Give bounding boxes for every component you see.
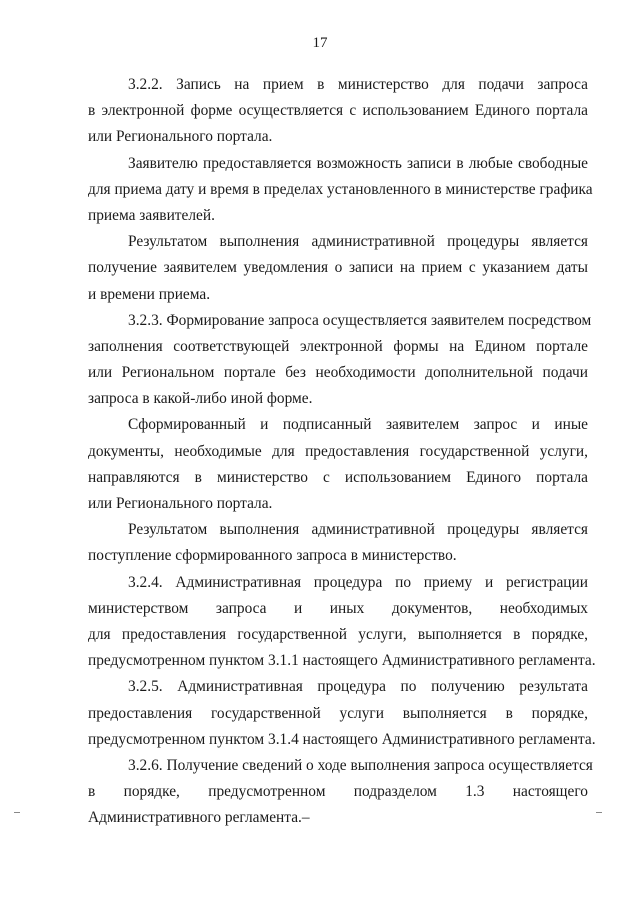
text-line: заполнения соответствующей электронной формы на Едином портале — [88, 337, 588, 355]
text-line: предоставления государственной услуги выполняется в порядке, — [88, 704, 588, 722]
paragraph — [88, 517, 588, 569]
text-line: в порядке, предусмотренном подразделом 1.3 настоящего — [88, 783, 588, 801]
text-line: или Регионального портала. — [88, 495, 273, 512]
text-line: 3.2.4. Административная процедура по приему и регистрации — [128, 573, 588, 591]
text-line: в электронной форме осуществляется с использованием Единого портала — [88, 102, 588, 120]
paragraph — [88, 753, 593, 832]
text-line: документы, необходимые для предоставления государственной услуги, — [88, 442, 588, 460]
text-line: поступление сформированного запроса в министерство. — [88, 547, 457, 565]
text-line: предусмотренном пунктом 3.1.1 настоящего Административного регламента. — [88, 652, 596, 670]
text-line: приема заявителей. — [88, 206, 215, 224]
text-line: предусмотренном пунктом 3.1.4 настоящего Административного регламента. — [88, 730, 596, 748]
text-line: или Регионального портала. — [88, 128, 273, 146]
paragraph — [88, 674, 596, 753]
text-line: или Региональном портале без необходимости дополнительной подачи — [88, 364, 588, 382]
text-line: направляются в министерство с использованием Единого портала — [88, 468, 588, 486]
text-line: и времени приема. — [88, 285, 211, 303]
paragraph — [88, 412, 588, 517]
margin-mark-left — [14, 812, 20, 813]
text-line: Результатом выполнения административной процедуры является — [128, 233, 588, 251]
page-number: 17 — [312, 35, 328, 51]
paragraph — [88, 308, 592, 413]
document-body — [88, 72, 596, 831]
text-line: для приема дату и время в пределах установленного в министерстве графика — [88, 180, 593, 198]
text-line: 3.2.5. Административная процедура по получению результата — [128, 678, 588, 696]
paragraph — [88, 72, 588, 151]
text-line: Заявителю предоставляется возможность записи в любые свободные — [128, 154, 588, 172]
text-line: Сформированный и подписанный заявителем запрос и иные — [128, 416, 588, 434]
paragraph — [88, 229, 588, 308]
text-line: 3.2.6. Получение сведений о ходе выполнения запроса осуществляется — [128, 756, 593, 774]
text-line: 3.2.2. Запись на прием в министерство для подачи запроса — [128, 76, 588, 93]
text-line: 3.2.3. Формирование запроса осуществляется заявителем посредством — [128, 311, 592, 329]
margin-mark-right — [596, 812, 602, 813]
text-line: министерством запроса и иных документов, необходимых — [88, 599, 588, 617]
text-line: для предоставления государственной услуги, выполняется в порядке, — [88, 625, 588, 643]
text-line: Результатом выполнения административной процедуры является — [128, 521, 588, 539]
text-line: получение заявителем уведомления о записи на прием с указанием даты — [88, 259, 588, 277]
paragraph — [88, 570, 596, 675]
paragraph — [88, 151, 593, 230]
text-line: запроса в какой-либо иной форме. — [88, 390, 313, 408]
text-line: Административного регламента.– — [88, 809, 310, 827]
